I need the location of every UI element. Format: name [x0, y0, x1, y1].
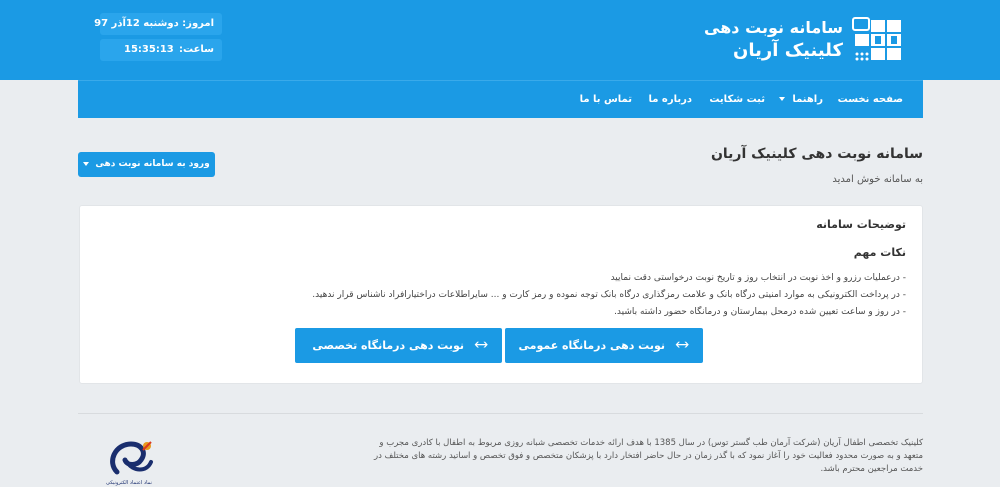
- page-title: سامانه نوبت دهی کلینیک آریان: [710, 146, 923, 162]
- today-date-text: امروز: دوشنبه 12آذر 97: [94, 18, 214, 29]
- nav-item-label: راهنما: [792, 94, 823, 105]
- clock-box: [100, 39, 222, 61]
- note-line: - در پرداخت الکترونیکی به موارد امنیتی درگاه بانک و علامت رمزگذاری درگاه بانک توجه نموده و رمز کارت و ... سایراطلاعات دراختیارافراد ناشناس قرار ندهید.: [312, 290, 906, 300]
- system-description-panel: [79, 205, 923, 384]
- important-notes-heading: نکات مهم: [853, 246, 906, 259]
- note-line: - درعملیات رزرو و اخذ نوبت در انتخاب روز و تاریخ نوبت درخواستی دقت نمایید: [610, 273, 906, 283]
- login-button-label: ورود به سامانه نوبت دهی: [95, 159, 210, 169]
- nav-item-complaint[interactable]: [709, 81, 765, 119]
- logo-title: سامانه نوبت دهی: [704, 18, 843, 37]
- nav-item-guide[interactable]: [779, 81, 823, 119]
- site-logo[interactable]: [704, 12, 903, 68]
- caret-down-icon: [83, 162, 89, 166]
- nav-item-label: تماس با ما: [579, 94, 632, 105]
- header-bar: [0, 0, 1000, 80]
- caret-down-icon: [779, 97, 785, 101]
- clock-value: 15:35:13: [124, 44, 174, 55]
- welcome-text: به سامانه خوش امدید: [832, 174, 923, 185]
- specialist-clinic-booking-button[interactable]: [295, 328, 502, 363]
- main-navbar: [78, 80, 923, 118]
- footer-about-text: کلینیک تخصصی اطفال آریان (شرکت آرمان طب گستر توس) در سال 1385 با هدف ارائه خدمات تخصصی شبانه روزی مربوط به اطفال با کادری مجرب و متعهد و به صورت محدود فعالیت خود را آغاز نمود که با گذر زمان در حال حاضر افتخار دارد با پزشکان متخصص و فوق تخصص و اساتید رشته های مختلف در خدمت مراجعین محترم باشد.: [373, 438, 923, 474]
- note-line: - در روز و ساعت تعیین شده درمحل بیمارستان و درمانگاه حضور داشته باشید.: [614, 307, 906, 317]
- nav-item-label: ثبت شکایت: [709, 94, 765, 105]
- arrow-left-icon: 🡘: [675, 338, 689, 353]
- today-date-box: [94, 13, 222, 35]
- general-clinic-label: نوبت دهی درمانگاه عمومی: [518, 339, 665, 352]
- panel-title: توضیحات سامانه: [816, 218, 906, 231]
- nav-item-label: درباره ما: [648, 94, 692, 105]
- logo-subtitle: کلینیک آریان: [733, 40, 843, 61]
- footer-divider: [78, 413, 923, 414]
- nav-item-about[interactable]: [649, 81, 693, 119]
- enamad-badge-icon[interactable]: [97, 432, 161, 487]
- arrow-left-icon: 🡘: [474, 338, 488, 353]
- nav-item-home[interactable]: [838, 81, 903, 119]
- clock-label: ساعت:: [178, 44, 214, 55]
- login-dropdown-button[interactable]: [78, 152, 215, 177]
- badge-caption: نماد اعتماد الکترونیکی: [106, 480, 152, 486]
- logo-cross-icon: [851, 16, 903, 64]
- specialist-clinic-label: نوبت دهی درمانگاه تخصصی: [312, 339, 464, 352]
- nav-item-label: صفحه نخست: [837, 94, 903, 105]
- general-clinic-booking-button[interactable]: [505, 328, 703, 363]
- nav-item-contact[interactable]: [580, 81, 632, 119]
